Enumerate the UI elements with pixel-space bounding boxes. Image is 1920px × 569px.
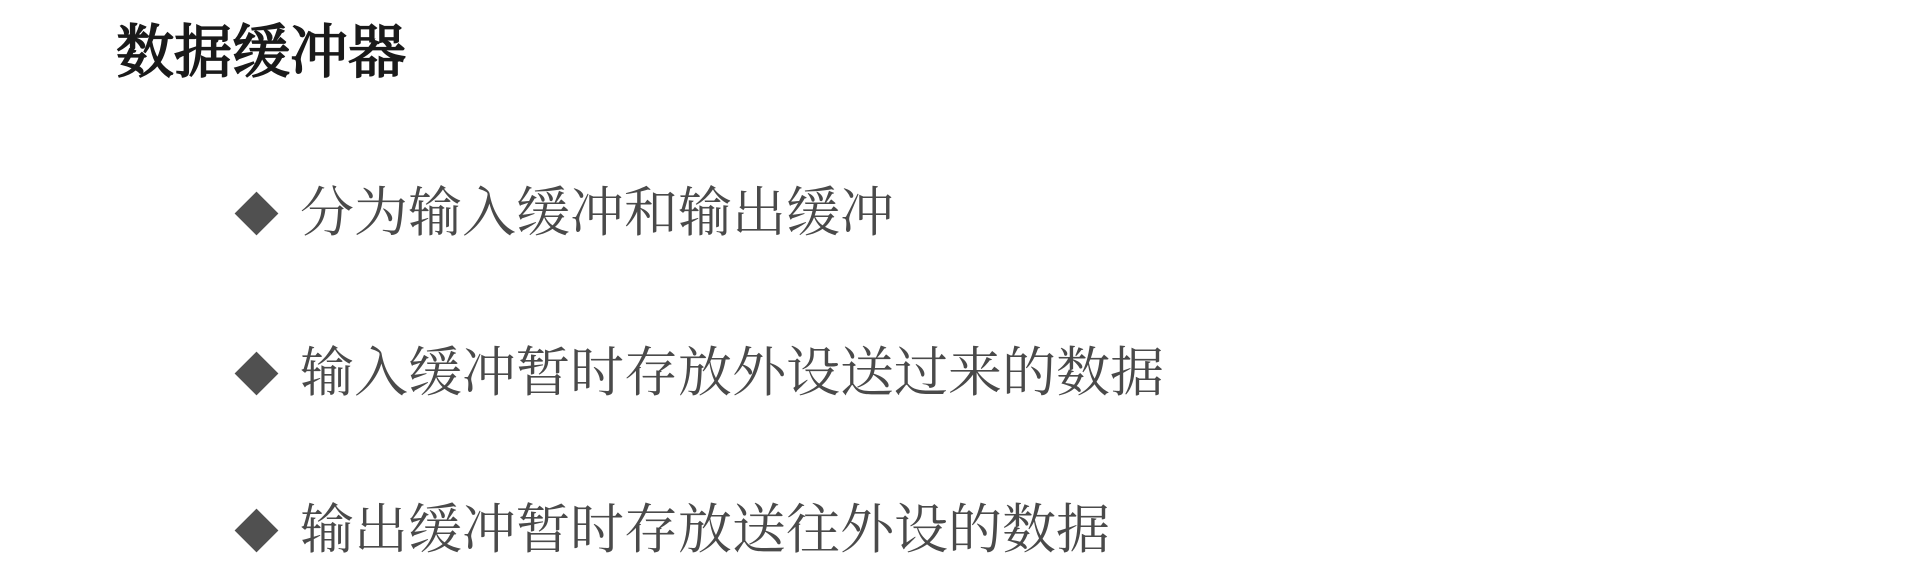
diamond-bullet-icon bbox=[235, 508, 279, 552]
bullet-item bbox=[234, 180, 894, 246]
slide-title: 数据缓冲器 bbox=[116, 18, 407, 86]
bullet-text: 输出缓冲暂时存放送往外设的数据 bbox=[300, 498, 1110, 561]
diamond-bullet-icon bbox=[235, 191, 279, 235]
bullet-text: 分为输入缓冲和输出缓冲 bbox=[300, 181, 894, 244]
bullet-item bbox=[234, 497, 1110, 563]
diamond-bullet-icon bbox=[235, 351, 279, 395]
bullet-item bbox=[234, 340, 1164, 406]
bullet-text: 输入缓冲暂时存放外设送过来的数据 bbox=[300, 341, 1164, 404]
